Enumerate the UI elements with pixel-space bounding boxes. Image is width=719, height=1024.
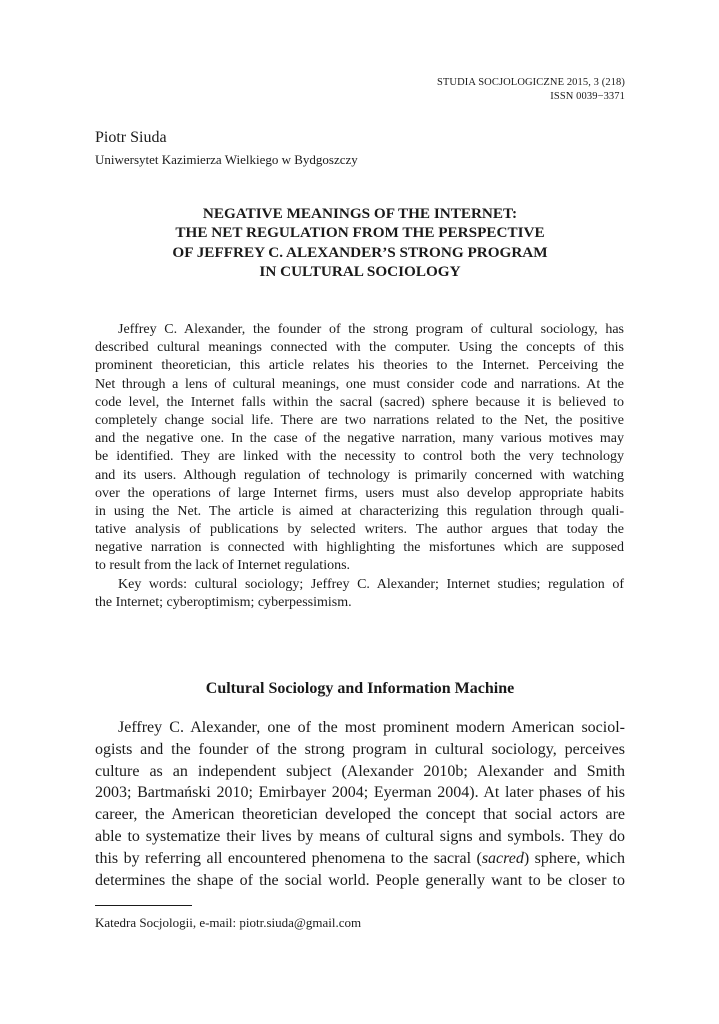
title-line: THE NET REGULATION FROM THE PERSPECTIVE	[175, 224, 545, 242]
abstract-line: be identified. They are linked with the necessity to control both the very technology	[95, 449, 624, 465]
abstract-line: over the operations of large Internet firms, users must also develop appropriate habits	[95, 485, 624, 501]
body-text-span: this by referring all encountered phenomena to the sacral (	[95, 849, 482, 867]
abstract-line: described cultural meanings connected with the computer. Using the concepts of this	[95, 340, 624, 356]
body-text-span: ) sphere, which	[523, 849, 626, 867]
body-line: determines the shape of the social world. People generally want to be closer to	[95, 871, 625, 889]
abstract	[95, 321, 624, 612]
abstract-line: Net through a lens of cultural meanings, one must consider code and narrations. At the	[95, 376, 624, 392]
body-line: Jeffrey C. Alexander, one of the most prominent modern American sociol-	[118, 719, 625, 736]
abstract-line: code level, the Internet falls within the sacral (sacred) sphere because it is believed to	[95, 394, 624, 410]
italic-term: sacred	[481, 849, 524, 867]
journal-header	[437, 76, 625, 104]
abstract-line: tative analysis of publications by selected writers. The author argues that today the	[95, 522, 624, 538]
journal-name: STUDIA SOCJOLOGICZNE 2015, 3 (218)	[436, 77, 625, 88]
title-line: IN CULTURAL SOCIOLOGY	[259, 263, 461, 281]
body-text	[95, 717, 625, 891]
body-line	[95, 848, 625, 870]
keywords-line: Key words: cultural sociology; Jeffrey C. Alexander; Internet studies; regulation of	[118, 576, 624, 592]
paper-title	[95, 204, 625, 282]
abstract-line: negative narration is connected with highlighting the misfortunes which are supposed	[95, 540, 624, 556]
section-heading: Cultural Sociology and Information Machine	[205, 680, 515, 697]
journal-issn: ISSN 0039−3371	[550, 91, 625, 102]
abstract-line: Jeffrey C. Alexander, the founder of the strong program of cultural sociology, has	[118, 322, 624, 337]
abstract-line: and the negative one. In the case of the negative narration, many various motives may	[95, 431, 624, 447]
abstract-line: to result from the lack of Internet regulations.	[95, 558, 351, 574]
title-line: NEGATIVE MEANINGS OF THE INTERNET:	[202, 205, 518, 222]
abstract-line: prominent theoretician, this article relates his theories to the Internet. Perceiving the	[95, 358, 624, 374]
abstract-line: in using the Net. The article is aimed at characterizing this regulation through quali-	[95, 503, 624, 519]
body-line: ogists and the founder of the strong program in cultural sociology, perceives	[95, 740, 625, 758]
body-line: able to systematize their lives by means of cultural signs and symbols. They do	[95, 827, 625, 845]
keywords-line: the Internet; cyberoptimism; cyberpessimism.	[95, 594, 352, 610]
body-line: culture as an independent subject (Alexander 2010b; Alexander and Smith	[95, 762, 625, 780]
author-name: Piotr Siuda	[95, 129, 167, 146]
body-line: career, the American theoretician developed the concept that social actors are	[95, 806, 625, 824]
abstract-line: and its users. Although regulation of technology is primarily concerned with watching	[95, 467, 624, 483]
author-affiliation: Uniwersytet Kazimierza Wielkiego w Bydgoszczy	[95, 152, 358, 167]
footnote: Katedra Socjologii, e-mail: piotr.siuda@gmail.com	[95, 915, 362, 930]
footnote-divider	[95, 905, 192, 906]
title-line: OF JEFFREY C. ALEXANDER’S STRONG PROGRAM	[172, 243, 548, 261]
abstract-line: completely change social life. There are two narrations related to the Net, the positive	[95, 412, 624, 428]
body-line: 2003; Bartmański 2010; Emirbayer 2004; Eyerman 2004). At later phases of his	[95, 784, 625, 802]
author-block	[95, 128, 358, 169]
